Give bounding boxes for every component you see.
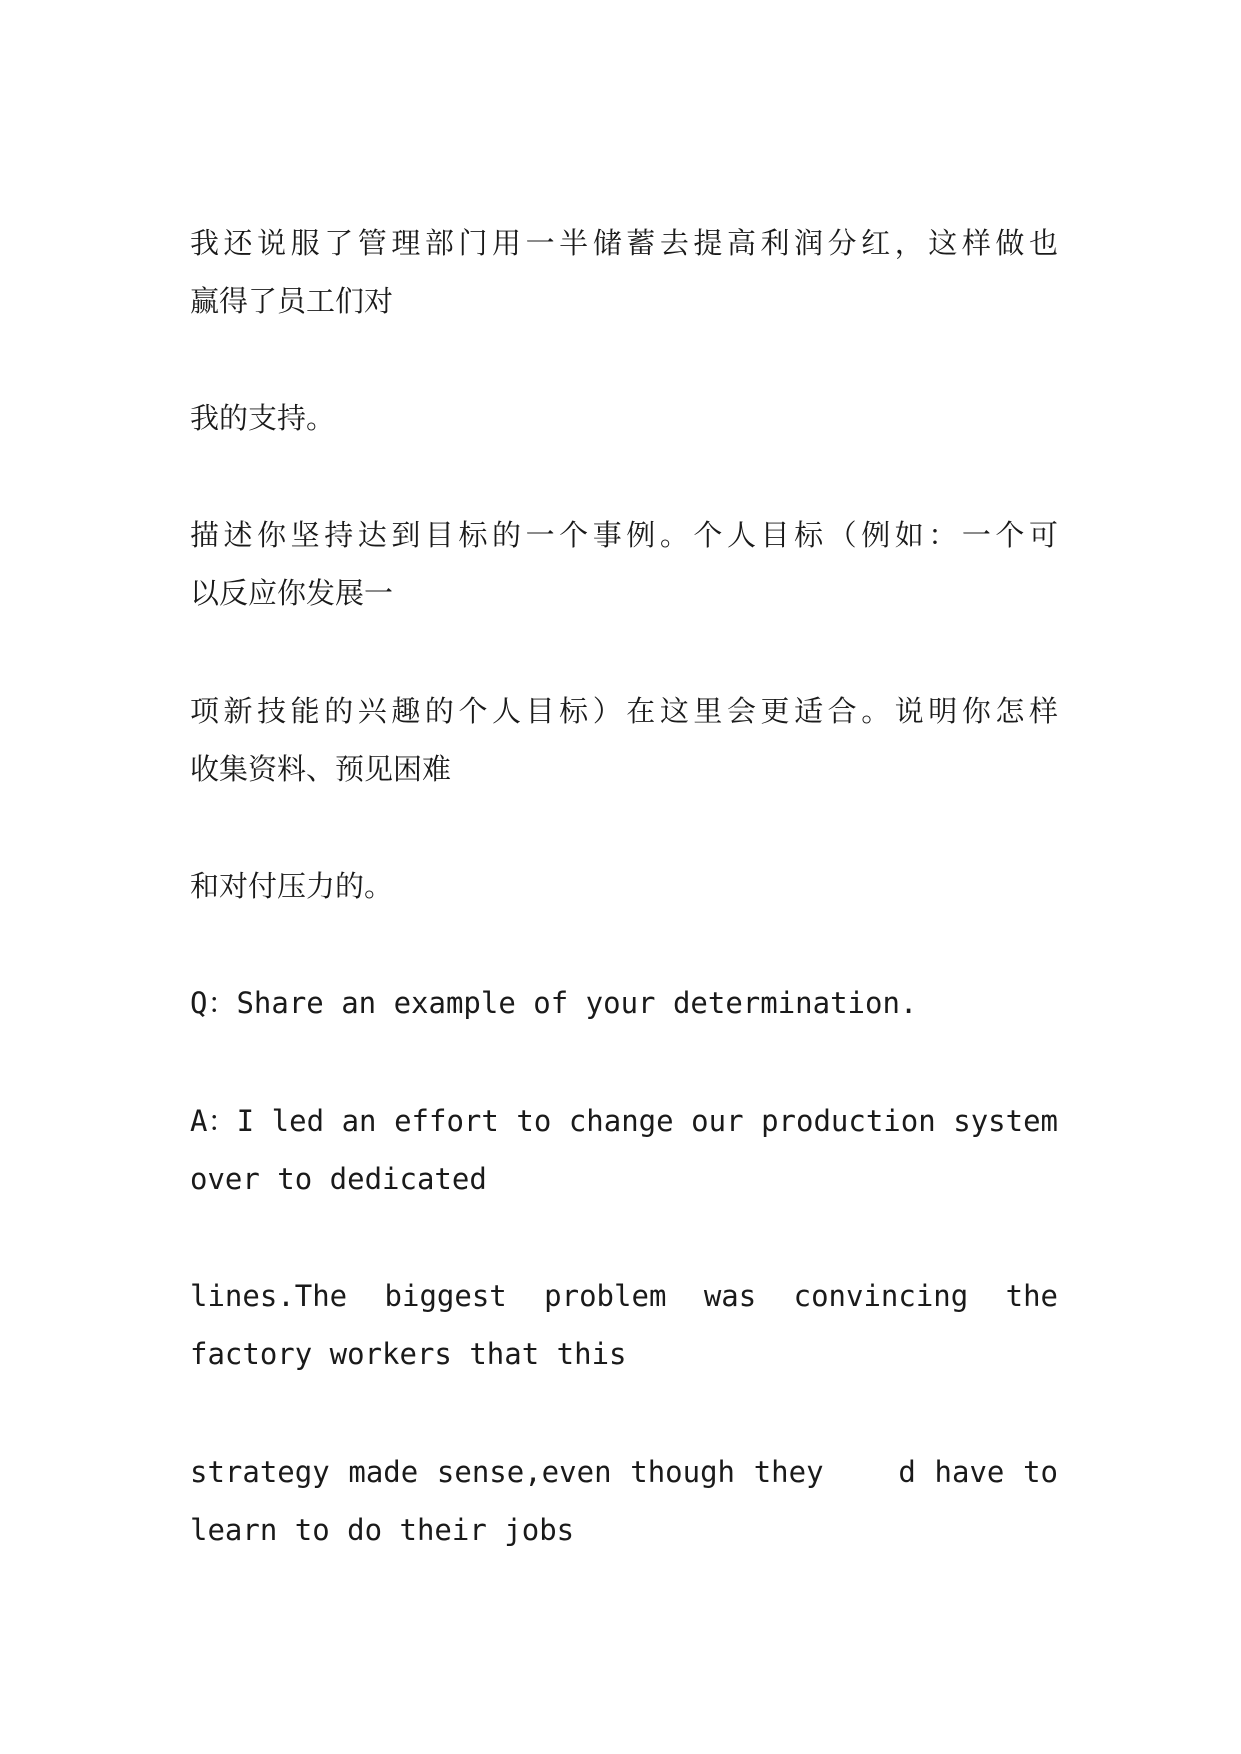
paragraph-line: 以反应你发展一 xyxy=(190,576,394,610)
paragraph-1 xyxy=(190,214,1058,330)
paragraph-9 xyxy=(190,1443,1058,1559)
paragraph-line: 我还说服了管理部门用一半储蓄去提高利润分红，这样做也 xyxy=(190,226,1058,260)
paragraph-line: 项新技能的兴趣的个人目标）在这里会更适合。说明你怎样 xyxy=(190,694,1058,728)
paragraph-line: Q：Share an example of your determination. xyxy=(190,986,918,1020)
paragraph-line: 和对付压力的。 xyxy=(190,869,394,903)
paragraph-line: 我的支持。 xyxy=(190,401,336,435)
paragraph-line: strategy made sense,even though they d have to xyxy=(190,1455,1058,1489)
paragraph-line: 收集资料、预见困难 xyxy=(190,752,452,786)
paragraph-6 xyxy=(190,974,1058,1032)
paragraph-line: A：I led an effort to change our production system xyxy=(190,1104,1058,1138)
paragraph-7 xyxy=(190,1092,1058,1208)
paragraph-5 xyxy=(190,857,1058,915)
paragraph-line: lines.The biggest problem was convincing the xyxy=(190,1279,1058,1313)
paragraph-line: 赢得了员工们对 xyxy=(190,284,394,318)
paragraph-line: learn to do their jobs xyxy=(190,1513,575,1547)
paragraph-2 xyxy=(190,389,1058,447)
paragraph-3 xyxy=(190,506,1058,622)
paragraph-line: 描述你坚持达到目标的一个事例。个人目标（例如：一个可 xyxy=(190,518,1058,552)
paragraph-8 xyxy=(190,1267,1058,1383)
paragraph-line: over to dedicated xyxy=(190,1162,487,1196)
paragraph-4 xyxy=(190,682,1058,798)
paragraph-line: factory workers that this xyxy=(190,1337,627,1371)
